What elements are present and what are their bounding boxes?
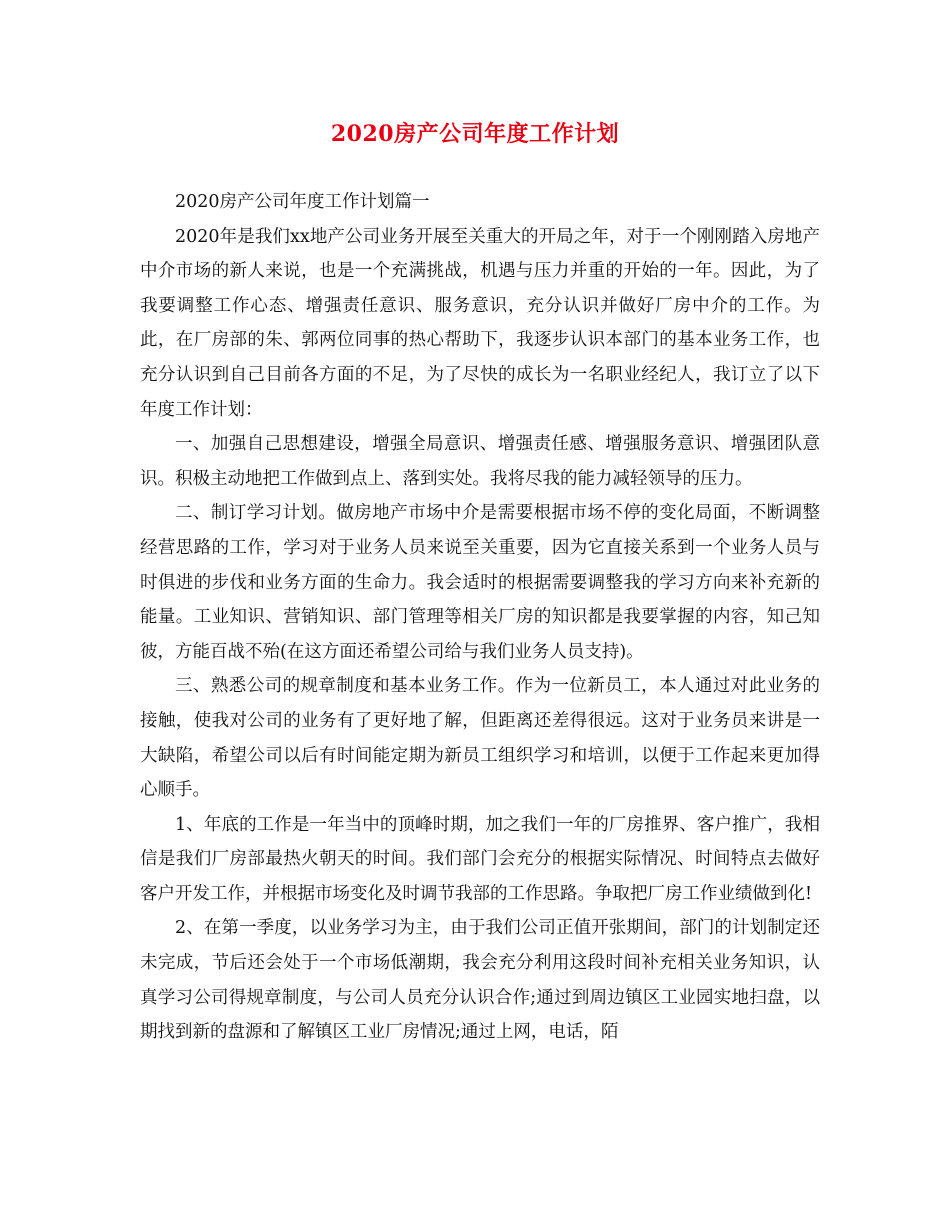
document-body [140,185,820,1050]
paragraph: 一、加强自己思想建设，增强全局意识、增强责任感、增强服务意识、增强团队意识。积极主动地把工作做到点上、落到实处。我将尽我的能力减轻领导的压力。 [140,434,820,489]
paragraph: 2020年是我们xx地产公司业务开展至关重大的开局之年，对于一个刚刚踏入房地产中介市场的新人来说，也是一个充满挑战，机遇与压力并重的开始的一年。因此，为了我要调整工作心态、增强责任意识、服务意识，充分认识并做好厂房中介的工作。为此，在厂房部的朱、郭两位同事的热心帮助下，我逐步认识本部门的基本业务工作，也充分认识到自己目前各方面的不足，为了尽快的成长为一名职业经纪人，我订立了以下年度工作计划： [140,226,820,420]
paragraph: 三、熟悉公司的规章制度和基本业务工作。作为一位新员工，本人通过对此业务的接触，使我对公司的业务有了更好地了解，但距离还差得很远。这对于业务员来讲是一大缺陷，希望公司以后有时间能定期为新员工组织学习和培训，以便于工作起来更加得心顺手。 [140,676,820,801]
paragraph: 2、在第一季度，以业务学习为主，由于我们公司正值开张期间，部门的计划制定还未完成，节后还会处于一个市场低潮期，我会充分利用这段时间补充相关业务知识，认真学习公司得规章制度，与公司人员充分认识合作;通过到周边镇区工业园实地扫盘，以期找到新的盘源和了解镇区工业厂房情况;通过上网，电话，陌 [140,918,820,1043]
paragraph: 1、年底的工作是一年当中的顶峰时期，加之我们一年的厂房推界、客户推广，我相信是我们厂房部最热火朝天的时间。我们部门会充分的根据实际情况、时间特点去做好客户开发工作，并根据市场变化及时调节我部的工作思路。争取把厂房工作业绩做到化! [140,814,820,904]
paragraph: 二、制订学习计划。做房地产市场中介是需要根据市场不停的变化局面，不断调整经营思路的工作，学习对于业务人员来说至关重要，因为它直接关系到一个业务人员与时俱进的步伐和业务方面的生命力。我会适时的根据需要调整我的学习方向来补充新的能量。工业知识、营销知识、部门管理等相关厂房的知识都是我要掌握的内容，知己知彼，方能百战不殆(在这方面还希望公司给与我们业务人员支持)。 [140,503,820,662]
paragraph: 2020房产公司年度工作计划篇一 [175,192,430,212]
document-title: 2020房产公司年度工作计划 [330,121,620,147]
